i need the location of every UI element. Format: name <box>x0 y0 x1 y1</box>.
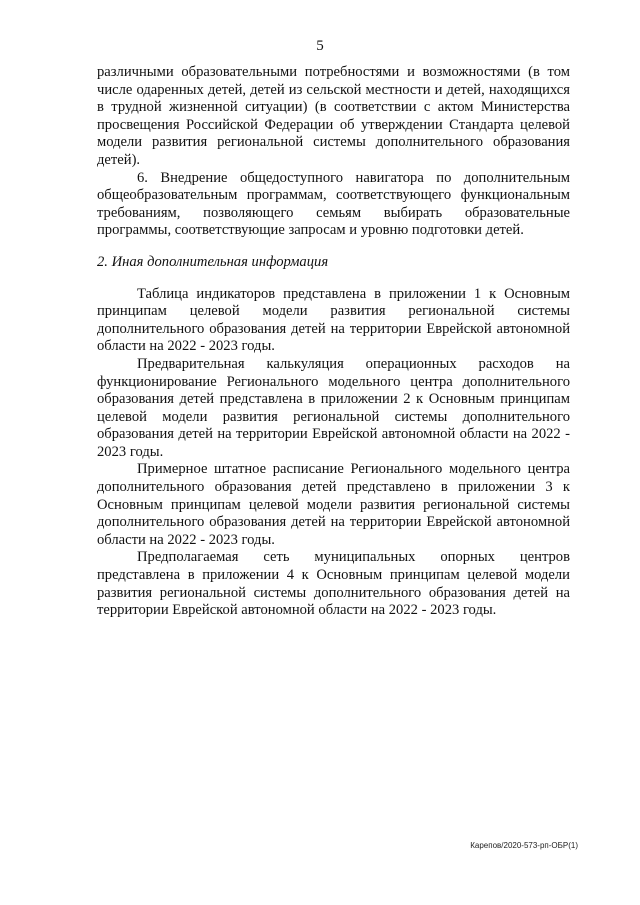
paragraph-cost-calculation: Предварительная калькуляция операционных расходов на функционирование Регионального модельного центра дополнительного образования детей представлена в приложении 2 к Основным принципам целевой модели развития региональной системы дополнительного образования детей на территории Еврейской автономной области на 2022 - 2023 годы. <box>97 355 570 460</box>
paragraph-staff-schedule: Примерное штатное расписание Регионального модельного центра дополнительного образования детей представлено в приложении 3 к Основным принципам целевой модели развития региональной системы дополнительного образования детей на территории Еврейской автономной области на 2022 - 2023 годы. <box>97 461 570 548</box>
document-body <box>97 64 570 620</box>
page-number: 5 <box>316 38 324 54</box>
paragraph-indicators-table: Таблица индикаторов представлена в приложении 1 к Основным принципам целевой модели развития региональной системы дополнительного образования детей на территории Еврейской автономной области на 2022 - 2023 годы. <box>97 285 570 355</box>
paragraph-item-6: 6. Внедрение общедоступного навигатора по дополнительным общеобразовательным программам, соответствующего функциональным требованиям, позволяющего семьям выбирать образовательные программы, соответствующие запросам и уровню подготовки детей. <box>97 169 570 239</box>
section-title: 2. Иная дополнительная информация <box>97 253 329 270</box>
document-registration-code: Карепов/2020-573-рп-ОБР(1) <box>470 841 578 850</box>
paragraph-continuation: различными образовательными потребностями и возможностями (в том числе одаренных детей, детей из сельской местности и детей, находящихся в трудной жизненной ситуации) (в соответствии с актом Министерства просвещения Российской Федерации об утверждении Стандарта целевой модели развития региональной системы дополнительного образования детей). <box>97 64 570 168</box>
paragraph-municipal-centers: Предполагаемая сеть муниципальных опорных центров представлена в приложении 4 к Основным принципам целевой модели развития региональной системы дополнительного образования детей на территории Еврейской автономной области на 2022 - 2023 годы. <box>97 549 570 619</box>
